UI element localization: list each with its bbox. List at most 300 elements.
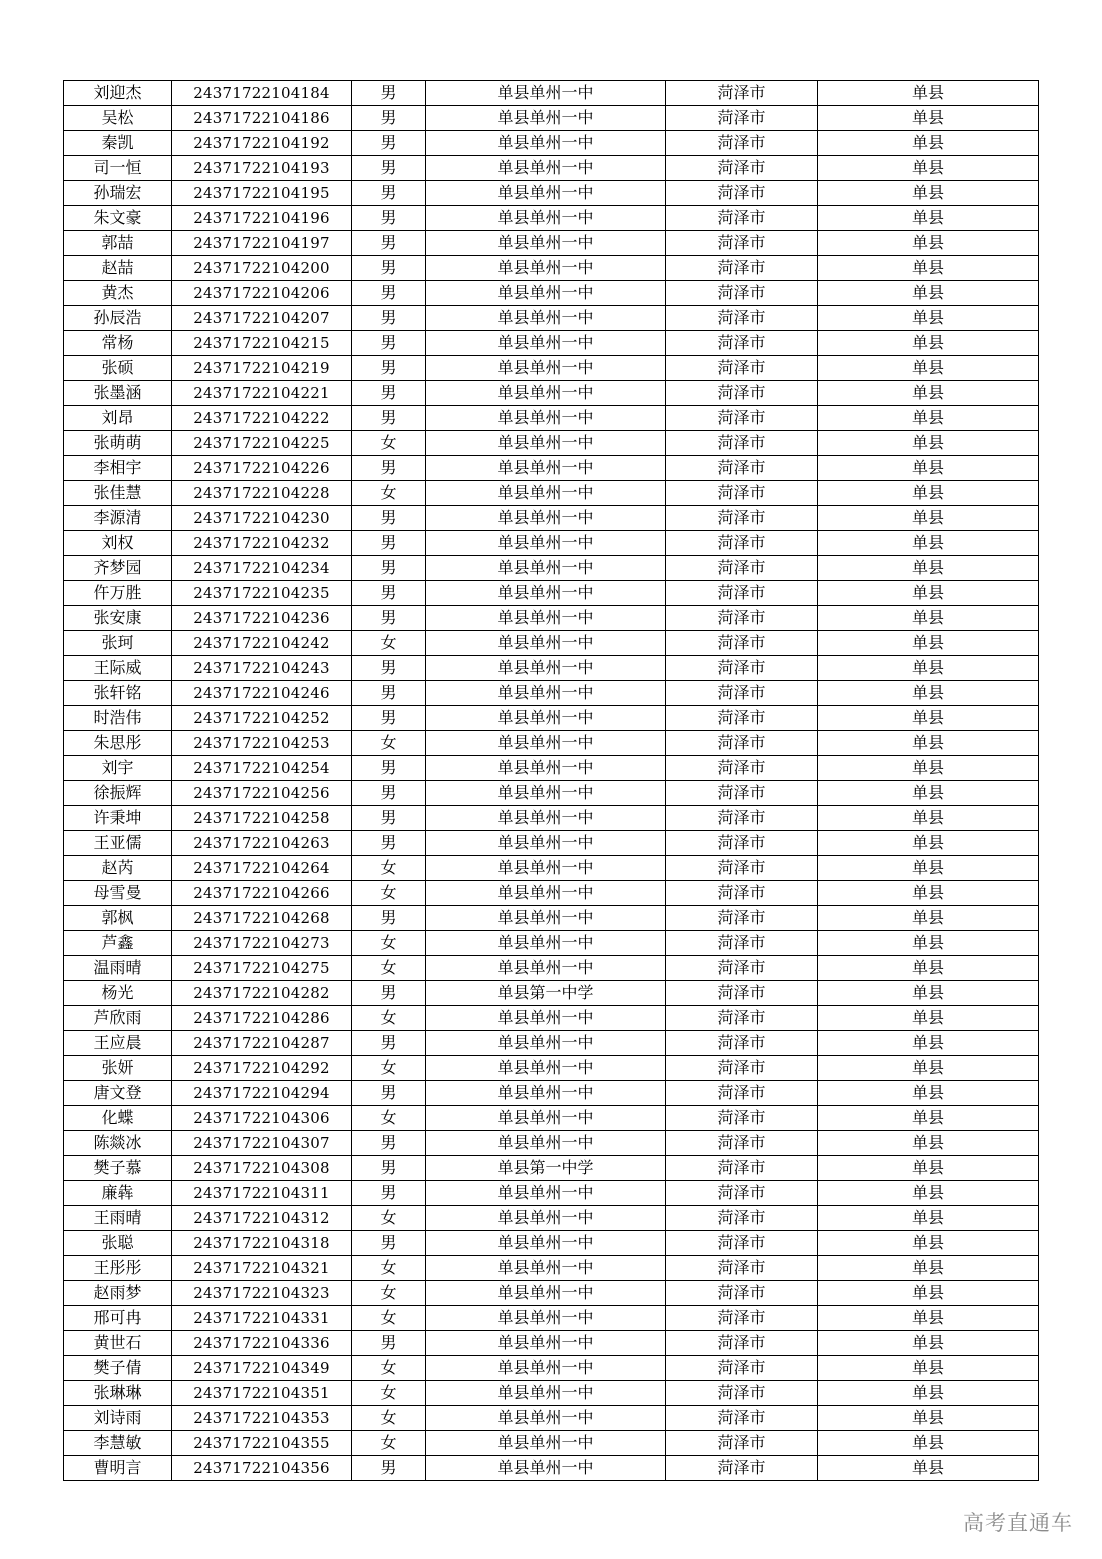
name-cell: 廉犇 (64, 1181, 172, 1206)
city-cell: 菏泽市 (666, 631, 818, 656)
student-list-table (63, 80, 1039, 1481)
city-cell: 菏泽市 (666, 1431, 818, 1456)
exam-id-cell: 24371722104282 (172, 981, 352, 1006)
school-cell: 单县单州一中 (426, 1381, 666, 1406)
table-row (64, 481, 1039, 506)
gender-cell: 女 (352, 1431, 426, 1456)
county-cell: 单县 (818, 956, 1039, 981)
city-cell: 菏泽市 (666, 256, 818, 281)
school-cell: 单县单州一中 (426, 1006, 666, 1031)
school-cell: 单县单州一中 (426, 606, 666, 631)
city-cell: 菏泽市 (666, 1181, 818, 1206)
table-row (64, 956, 1039, 981)
city-cell: 菏泽市 (666, 331, 818, 356)
county-cell: 单县 (818, 881, 1039, 906)
school-cell: 单县单州一中 (426, 856, 666, 881)
gender-cell: 女 (352, 1206, 426, 1231)
school-cell: 单县单州一中 (426, 1181, 666, 1206)
name-cell: 温雨晴 (64, 956, 172, 981)
school-cell: 单县单州一中 (426, 531, 666, 556)
school-cell: 单县单州一中 (426, 706, 666, 731)
gender-cell: 女 (352, 431, 426, 456)
county-cell: 单县 (818, 331, 1039, 356)
name-cell: 王应晨 (64, 1031, 172, 1056)
county-cell: 单县 (818, 731, 1039, 756)
city-cell: 菏泽市 (666, 356, 818, 381)
gender-cell: 男 (352, 1081, 426, 1106)
gender-cell: 女 (352, 1281, 426, 1306)
name-cell: 张聪 (64, 1231, 172, 1256)
city-cell: 菏泽市 (666, 1456, 818, 1481)
school-cell: 单县单州一中 (426, 406, 666, 431)
exam-id-cell: 24371722104197 (172, 231, 352, 256)
name-cell: 孙瑞宏 (64, 181, 172, 206)
gender-cell: 女 (352, 631, 426, 656)
city-cell: 菏泽市 (666, 506, 818, 531)
table-body (64, 81, 1039, 1481)
school-cell: 单县单州一中 (426, 481, 666, 506)
name-cell: 朱文豪 (64, 206, 172, 231)
county-cell: 单县 (818, 1081, 1039, 1106)
city-cell: 菏泽市 (666, 856, 818, 881)
exam-id-cell: 24371722104292 (172, 1056, 352, 1081)
exam-id-cell: 24371722104195 (172, 181, 352, 206)
gender-cell: 男 (352, 281, 426, 306)
county-cell: 单县 (818, 806, 1039, 831)
city-cell: 菏泽市 (666, 1256, 818, 1281)
name-cell: 刘昂 (64, 406, 172, 431)
school-cell: 单县单州一中 (426, 581, 666, 606)
city-cell: 菏泽市 (666, 956, 818, 981)
city-cell: 菏泽市 (666, 806, 818, 831)
city-cell: 菏泽市 (666, 156, 818, 181)
exam-id-cell: 24371722104349 (172, 1356, 352, 1381)
exam-id-cell: 24371722104232 (172, 531, 352, 556)
county-cell: 单县 (818, 431, 1039, 456)
school-cell: 单县单州一中 (426, 506, 666, 531)
table-row (64, 656, 1039, 681)
city-cell: 菏泽市 (666, 556, 818, 581)
table-row (64, 1031, 1039, 1056)
school-cell: 单县单州一中 (426, 1206, 666, 1231)
table-row (64, 1406, 1039, 1431)
school-cell: 单县单州一中 (426, 1256, 666, 1281)
city-cell: 菏泽市 (666, 481, 818, 506)
city-cell: 菏泽市 (666, 831, 818, 856)
school-cell: 单县单州一中 (426, 1456, 666, 1481)
city-cell: 菏泽市 (666, 1306, 818, 1331)
gender-cell: 男 (352, 81, 426, 106)
exam-id-cell: 24371722104306 (172, 1106, 352, 1131)
school-cell: 单县单州一中 (426, 1056, 666, 1081)
gender-cell: 男 (352, 206, 426, 231)
name-cell: 张安康 (64, 606, 172, 631)
county-cell: 单县 (818, 531, 1039, 556)
table-row (64, 406, 1039, 431)
gender-cell: 男 (352, 806, 426, 831)
table-row (64, 1081, 1039, 1106)
exam-id-cell: 24371722104236 (172, 606, 352, 631)
table-row (64, 781, 1039, 806)
gender-cell: 男 (352, 1156, 426, 1181)
table-row (64, 1356, 1039, 1381)
city-cell: 菏泽市 (666, 1381, 818, 1406)
name-cell: 张琳琳 (64, 1381, 172, 1406)
watermark-text: 高考直通车 (963, 1511, 1073, 1535)
county-cell: 单县 (818, 706, 1039, 731)
exam-id-cell: 24371722104308 (172, 1156, 352, 1181)
table-row (64, 806, 1039, 831)
table-row (64, 1181, 1039, 1206)
exam-id-cell: 24371722104230 (172, 506, 352, 531)
exam-id-cell: 24371722104184 (172, 81, 352, 106)
school-cell: 单县单州一中 (426, 381, 666, 406)
city-cell: 菏泽市 (666, 406, 818, 431)
name-cell: 曹明言 (64, 1456, 172, 1481)
exam-id-cell: 24371722104263 (172, 831, 352, 856)
exam-id-cell: 24371722104321 (172, 1256, 352, 1281)
exam-id-cell: 24371722104356 (172, 1456, 352, 1481)
school-cell: 单县单州一中 (426, 631, 666, 656)
gender-cell: 男 (352, 156, 426, 181)
exam-id-cell: 24371722104226 (172, 456, 352, 481)
county-cell: 单县 (818, 506, 1039, 531)
county-cell: 单县 (818, 1406, 1039, 1431)
name-cell: 李源清 (64, 506, 172, 531)
school-cell: 单县单州一中 (426, 256, 666, 281)
exam-id-cell: 24371722104193 (172, 156, 352, 181)
county-cell: 单县 (818, 281, 1039, 306)
exam-id-cell: 24371722104275 (172, 956, 352, 981)
school-cell: 单县单州一中 (426, 906, 666, 931)
table-row (64, 306, 1039, 331)
table-row (64, 1256, 1039, 1281)
county-cell: 单县 (818, 181, 1039, 206)
school-cell: 单县单州一中 (426, 131, 666, 156)
name-cell: 黄世石 (64, 1331, 172, 1356)
gender-cell: 男 (352, 681, 426, 706)
exam-id-cell: 24371722104252 (172, 706, 352, 731)
table-row (64, 606, 1039, 631)
county-cell: 单县 (818, 781, 1039, 806)
school-cell: 单县单州一中 (426, 431, 666, 456)
name-cell: 刘诗雨 (64, 1406, 172, 1431)
exam-id-cell: 24371722104353 (172, 1406, 352, 1431)
gender-cell: 女 (352, 731, 426, 756)
gender-cell: 男 (352, 556, 426, 581)
name-cell: 邢可冉 (64, 1306, 172, 1331)
city-cell: 菏泽市 (666, 781, 818, 806)
county-cell: 单县 (818, 1181, 1039, 1206)
name-cell: 仵万胜 (64, 581, 172, 606)
name-cell: 芦鑫 (64, 931, 172, 956)
city-cell: 菏泽市 (666, 1081, 818, 1106)
exam-id-cell: 24371722104186 (172, 106, 352, 131)
name-cell: 李慧敏 (64, 1431, 172, 1456)
gender-cell: 男 (352, 106, 426, 131)
gender-cell: 男 (352, 656, 426, 681)
city-cell: 菏泽市 (666, 531, 818, 556)
table-row (64, 831, 1039, 856)
gender-cell: 女 (352, 481, 426, 506)
county-cell: 单县 (818, 831, 1039, 856)
exam-id-cell: 24371722104256 (172, 781, 352, 806)
gender-cell: 女 (352, 931, 426, 956)
name-cell: 齐梦园 (64, 556, 172, 581)
name-cell: 刘宇 (64, 756, 172, 781)
gender-cell: 男 (352, 406, 426, 431)
exam-id-cell: 24371722104287 (172, 1031, 352, 1056)
gender-cell: 男 (352, 606, 426, 631)
exam-id-cell: 24371722104286 (172, 1006, 352, 1031)
exam-id-cell: 24371722104235 (172, 581, 352, 606)
county-cell: 单县 (818, 1006, 1039, 1031)
city-cell: 菏泽市 (666, 456, 818, 481)
name-cell: 许秉坤 (64, 806, 172, 831)
county-cell: 单县 (818, 1306, 1039, 1331)
county-cell: 单县 (818, 906, 1039, 931)
school-cell: 单县单州一中 (426, 181, 666, 206)
school-cell: 单县单州一中 (426, 1356, 666, 1381)
city-cell: 菏泽市 (666, 906, 818, 931)
table-row (64, 981, 1039, 1006)
table-row (64, 1381, 1039, 1406)
school-cell: 单县单州一中 (426, 1106, 666, 1131)
name-cell: 张萌萌 (64, 431, 172, 456)
exam-id-cell: 24371722104200 (172, 256, 352, 281)
table-row (64, 556, 1039, 581)
table-row (64, 81, 1039, 106)
gender-cell: 男 (352, 331, 426, 356)
city-cell: 菏泽市 (666, 106, 818, 131)
county-cell: 单县 (818, 1031, 1039, 1056)
table-row (64, 106, 1039, 131)
city-cell: 菏泽市 (666, 981, 818, 1006)
gender-cell: 女 (352, 1306, 426, 1331)
name-cell: 张轩铭 (64, 681, 172, 706)
name-cell: 秦凯 (64, 131, 172, 156)
table-row (64, 1156, 1039, 1181)
name-cell: 孙辰浩 (64, 306, 172, 331)
name-cell: 杨光 (64, 981, 172, 1006)
table-row (64, 681, 1039, 706)
city-cell: 菏泽市 (666, 731, 818, 756)
school-cell: 单县单州一中 (426, 106, 666, 131)
exam-id-cell: 24371722104222 (172, 406, 352, 431)
name-cell: 王际威 (64, 656, 172, 681)
name-cell: 吴松 (64, 106, 172, 131)
table-row (64, 456, 1039, 481)
school-cell: 单县单州一中 (426, 281, 666, 306)
table-row (64, 256, 1039, 281)
table-row (64, 1431, 1039, 1456)
school-cell: 单县单州一中 (426, 756, 666, 781)
county-cell: 单县 (818, 231, 1039, 256)
table-row (64, 531, 1039, 556)
name-cell: 李相宇 (64, 456, 172, 481)
school-cell: 单县单州一中 (426, 1281, 666, 1306)
city-cell: 菏泽市 (666, 1356, 818, 1381)
city-cell: 菏泽市 (666, 1206, 818, 1231)
table-row (64, 431, 1039, 456)
county-cell: 单县 (818, 306, 1039, 331)
gender-cell: 女 (352, 1256, 426, 1281)
name-cell: 刘迎杰 (64, 81, 172, 106)
county-cell: 单县 (818, 356, 1039, 381)
name-cell: 刘权 (64, 531, 172, 556)
city-cell: 菏泽市 (666, 281, 818, 306)
city-cell: 菏泽市 (666, 756, 818, 781)
gender-cell: 男 (352, 231, 426, 256)
city-cell: 菏泽市 (666, 1331, 818, 1356)
exam-id-cell: 24371722104258 (172, 806, 352, 831)
name-cell: 徐振辉 (64, 781, 172, 806)
gender-cell: 男 (352, 456, 426, 481)
exam-id-cell: 24371722104243 (172, 656, 352, 681)
table-row (64, 1231, 1039, 1256)
school-cell: 单县单州一中 (426, 231, 666, 256)
name-cell: 王雨晴 (64, 1206, 172, 1231)
city-cell: 菏泽市 (666, 931, 818, 956)
name-cell: 朱思彤 (64, 731, 172, 756)
table-row (64, 381, 1039, 406)
county-cell: 单县 (818, 931, 1039, 956)
school-cell: 单县单州一中 (426, 656, 666, 681)
county-cell: 单县 (818, 1381, 1039, 1406)
county-cell: 单县 (818, 1131, 1039, 1156)
table-row (64, 181, 1039, 206)
school-cell: 单县单州一中 (426, 1231, 666, 1256)
exam-id-cell: 24371722104268 (172, 906, 352, 931)
county-cell: 单县 (818, 681, 1039, 706)
table-row (64, 731, 1039, 756)
exam-id-cell: 24371722104294 (172, 1081, 352, 1106)
city-cell: 菏泽市 (666, 1031, 818, 1056)
table-row (64, 1106, 1039, 1131)
exam-id-cell: 24371722104207 (172, 306, 352, 331)
exam-id-cell: 24371722104264 (172, 856, 352, 881)
gender-cell: 女 (352, 1106, 426, 1131)
school-cell: 单县单州一中 (426, 156, 666, 181)
city-cell: 菏泽市 (666, 656, 818, 681)
city-cell: 菏泽市 (666, 1106, 818, 1131)
school-cell: 单县单州一中 (426, 806, 666, 831)
table-row (64, 756, 1039, 781)
gender-cell: 男 (352, 1231, 426, 1256)
table-row (64, 1306, 1039, 1331)
gender-cell: 女 (352, 856, 426, 881)
name-cell: 赵芮 (64, 856, 172, 881)
school-cell: 单县单州一中 (426, 81, 666, 106)
school-cell: 单县单州一中 (426, 456, 666, 481)
name-cell: 樊子倩 (64, 1356, 172, 1381)
name-cell: 郭喆 (64, 231, 172, 256)
exam-id-cell: 24371722104246 (172, 681, 352, 706)
table-row (64, 706, 1039, 731)
city-cell: 菏泽市 (666, 1006, 818, 1031)
county-cell: 单县 (818, 1281, 1039, 1306)
table-row (64, 1056, 1039, 1081)
school-cell: 单县单州一中 (426, 1031, 666, 1056)
gender-cell: 女 (352, 1406, 426, 1431)
city-cell: 菏泽市 (666, 131, 818, 156)
gender-cell: 男 (352, 706, 426, 731)
county-cell: 单县 (818, 1156, 1039, 1181)
exam-id-cell: 24371722104312 (172, 1206, 352, 1231)
school-cell: 单县单州一中 (426, 556, 666, 581)
name-cell: 张墨涵 (64, 381, 172, 406)
name-cell: 常杨 (64, 331, 172, 356)
table-row (64, 581, 1039, 606)
name-cell: 赵雨梦 (64, 1281, 172, 1306)
name-cell: 王彤彤 (64, 1256, 172, 1281)
table-row (64, 881, 1039, 906)
gender-cell: 男 (352, 581, 426, 606)
name-cell: 王亚儒 (64, 831, 172, 856)
county-cell: 单县 (818, 256, 1039, 281)
exam-id-cell: 24371722104221 (172, 381, 352, 406)
school-cell: 单县单州一中 (426, 1306, 666, 1331)
name-cell: 张硕 (64, 356, 172, 381)
city-cell: 菏泽市 (666, 681, 818, 706)
county-cell: 单县 (818, 1256, 1039, 1281)
table-row (64, 1131, 1039, 1156)
exam-id-cell: 24371722104192 (172, 131, 352, 156)
table-row (64, 856, 1039, 881)
school-cell: 单县单州一中 (426, 331, 666, 356)
county-cell: 单县 (818, 81, 1039, 106)
school-cell: 单县单州一中 (426, 831, 666, 856)
exam-id-cell: 24371722104311 (172, 1181, 352, 1206)
county-cell: 单县 (818, 131, 1039, 156)
name-cell: 时浩伟 (64, 706, 172, 731)
school-cell: 单县单州一中 (426, 681, 666, 706)
city-cell: 菏泽市 (666, 306, 818, 331)
gender-cell: 女 (352, 881, 426, 906)
gender-cell: 男 (352, 506, 426, 531)
exam-id-cell: 24371722104351 (172, 1381, 352, 1406)
exam-id-cell: 24371722104215 (172, 331, 352, 356)
school-cell: 单县单州一中 (426, 731, 666, 756)
exam-id-cell: 24371722104355 (172, 1431, 352, 1456)
county-cell: 单县 (818, 606, 1039, 631)
city-cell: 菏泽市 (666, 181, 818, 206)
school-cell: 单县单州一中 (426, 956, 666, 981)
gender-cell: 男 (352, 181, 426, 206)
name-cell: 张佳慧 (64, 481, 172, 506)
gender-cell: 女 (352, 956, 426, 981)
city-cell: 菏泽市 (666, 231, 818, 256)
gender-cell: 男 (352, 381, 426, 406)
county-cell: 单县 (818, 1456, 1039, 1481)
school-cell: 单县单州一中 (426, 356, 666, 381)
county-cell: 单县 (818, 631, 1039, 656)
table-row (64, 1006, 1039, 1031)
gender-cell: 男 (352, 981, 426, 1006)
exam-id-cell: 24371722104234 (172, 556, 352, 581)
county-cell: 单县 (818, 1431, 1039, 1456)
gender-cell: 男 (352, 906, 426, 931)
county-cell: 单县 (818, 581, 1039, 606)
name-cell: 黄杰 (64, 281, 172, 306)
county-cell: 单县 (818, 156, 1039, 181)
table-row (64, 631, 1039, 656)
name-cell: 张妍 (64, 1056, 172, 1081)
name-cell: 樊子慕 (64, 1156, 172, 1181)
city-cell: 菏泽市 (666, 881, 818, 906)
county-cell: 单县 (818, 456, 1039, 481)
county-cell: 单县 (818, 656, 1039, 681)
